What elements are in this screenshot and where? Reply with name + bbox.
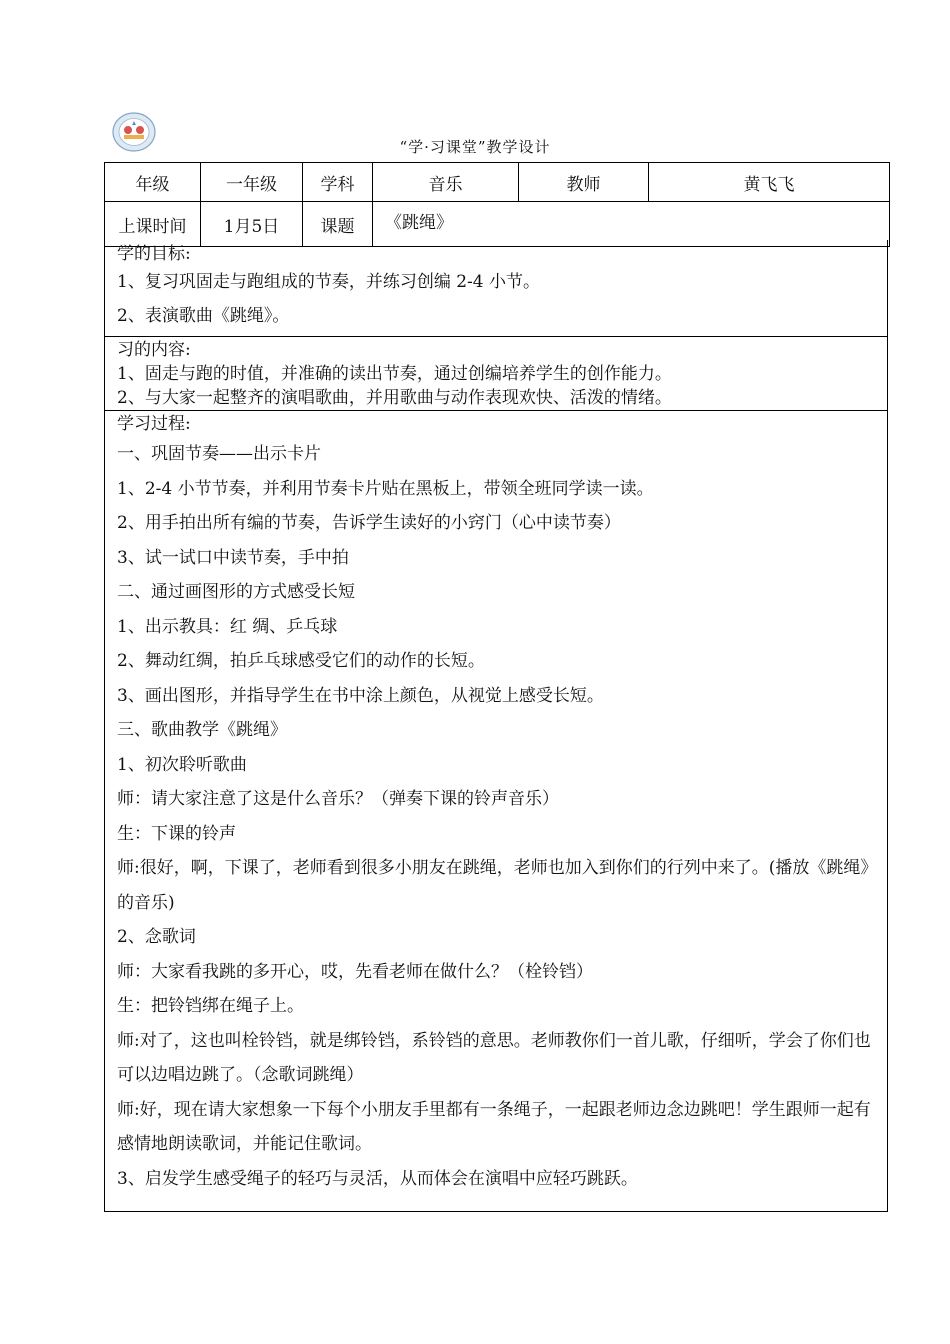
subject-label: 学科 xyxy=(303,163,373,202)
document-title: “学·习课堂”教学设计 xyxy=(399,138,551,156)
process-line: 二、通过画图形的方式感受长短 xyxy=(117,582,355,602)
process-line: 生：把铃铛绑在绳子上。 xyxy=(117,996,304,1016)
process-line: 1、出示教具：红 绸、乒乓球 xyxy=(117,616,338,637)
objectives-section xyxy=(104,240,888,337)
info-row-1 xyxy=(105,163,890,202)
time-value: 1月5日 xyxy=(201,202,303,247)
teacher-value: 黄飞飞 xyxy=(649,163,890,202)
process-line: 师:很好，啊，下课了，老师看到很多小朋友在跳绳，老师也加入到你们的行列中来了。(播放《跳绳》的音乐) xyxy=(117,858,878,913)
grade-label: 年级 xyxy=(105,163,201,202)
process-line: 3、试一试口中读节奏，手中拍 xyxy=(117,547,349,568)
process-line: 2、念歌词 xyxy=(117,927,196,947)
process-line: 生：下课的铃声 xyxy=(117,823,236,844)
process-line: 三、歌曲教学《跳绳》 xyxy=(117,720,287,740)
teacher-label: 教师 xyxy=(519,163,649,202)
process-line: 师:对了，这也叫栓铃铛，就是绑铃铛，系铃铛的意思。老师教你们一首儿歌，仔细听，学会了你们也可以边唱边跳了。（念歌词跳绳） xyxy=(117,1030,871,1085)
process-line: 一、巩固节奏——出示卡片 xyxy=(117,444,321,464)
process-section xyxy=(104,411,888,1212)
lesson-info-table xyxy=(104,162,890,247)
content-section xyxy=(104,337,888,411)
process-line: 1、初次聆听歌曲 xyxy=(117,754,247,775)
process-line: 2、舞动红绸，拍乒乓球感受它们的动作的长短。 xyxy=(117,651,485,671)
topic-label: 课题 xyxy=(303,202,373,247)
process-line: 师：请大家注意了这是什么音乐？（弹奏下课的铃声音乐） xyxy=(117,789,559,809)
process-line: 1、2-4 小节节奏，并利用节奏卡片贴在黑板上，带领全班同学读一读。 xyxy=(117,478,654,499)
content-heading: 习的内容: xyxy=(117,340,191,360)
topic-value: 《跳绳》 xyxy=(373,202,890,247)
content-item: 1、固走与跑的时值，并准确的读出节奏，通过创编培养学生的创作能力。 xyxy=(117,364,672,384)
content-item: 2、与大家一起整齐的演唱歌曲，并用歌曲与动作表现欢快、活泼的情绪。 xyxy=(117,388,672,408)
objectives-heading: 学的目标: xyxy=(117,244,191,264)
process-line: 3、启发学生感受绳子的轻巧与灵活，从而体会在演唱中应轻巧跳跃。 xyxy=(117,1168,638,1189)
subject-value: 音乐 xyxy=(373,163,519,202)
time-label: 上课时间 xyxy=(105,202,201,247)
grade-value: 一年级 xyxy=(201,163,303,202)
process-line: 师:好，现在请大家想象一下每个小朋友手里都有一条绳子，一起跟老师边念边跳吧！学生跟师一起有感情地朗读歌词，并能记住歌词。 xyxy=(117,1099,871,1154)
objective-item: 2、表演歌曲《跳绳》。 xyxy=(117,306,290,326)
process-heading: 学习过程: xyxy=(117,414,191,434)
process-line: 2、用手拍出所有编的节奏，告诉学生读好的小窍门（心中读节奏） xyxy=(117,513,621,533)
process-line: 3、画出图形，并指导学生在书中涂上颜色，从视觉上感受长短。 xyxy=(117,685,604,706)
process-line: 师：大家看我跳的多开心，哎，先看老师在做什么？（栓铃铛） xyxy=(117,961,593,982)
objective-item: 1、复习巩固走与跑组成的节奏，并练习创编 2-4 小节。 xyxy=(117,272,540,292)
